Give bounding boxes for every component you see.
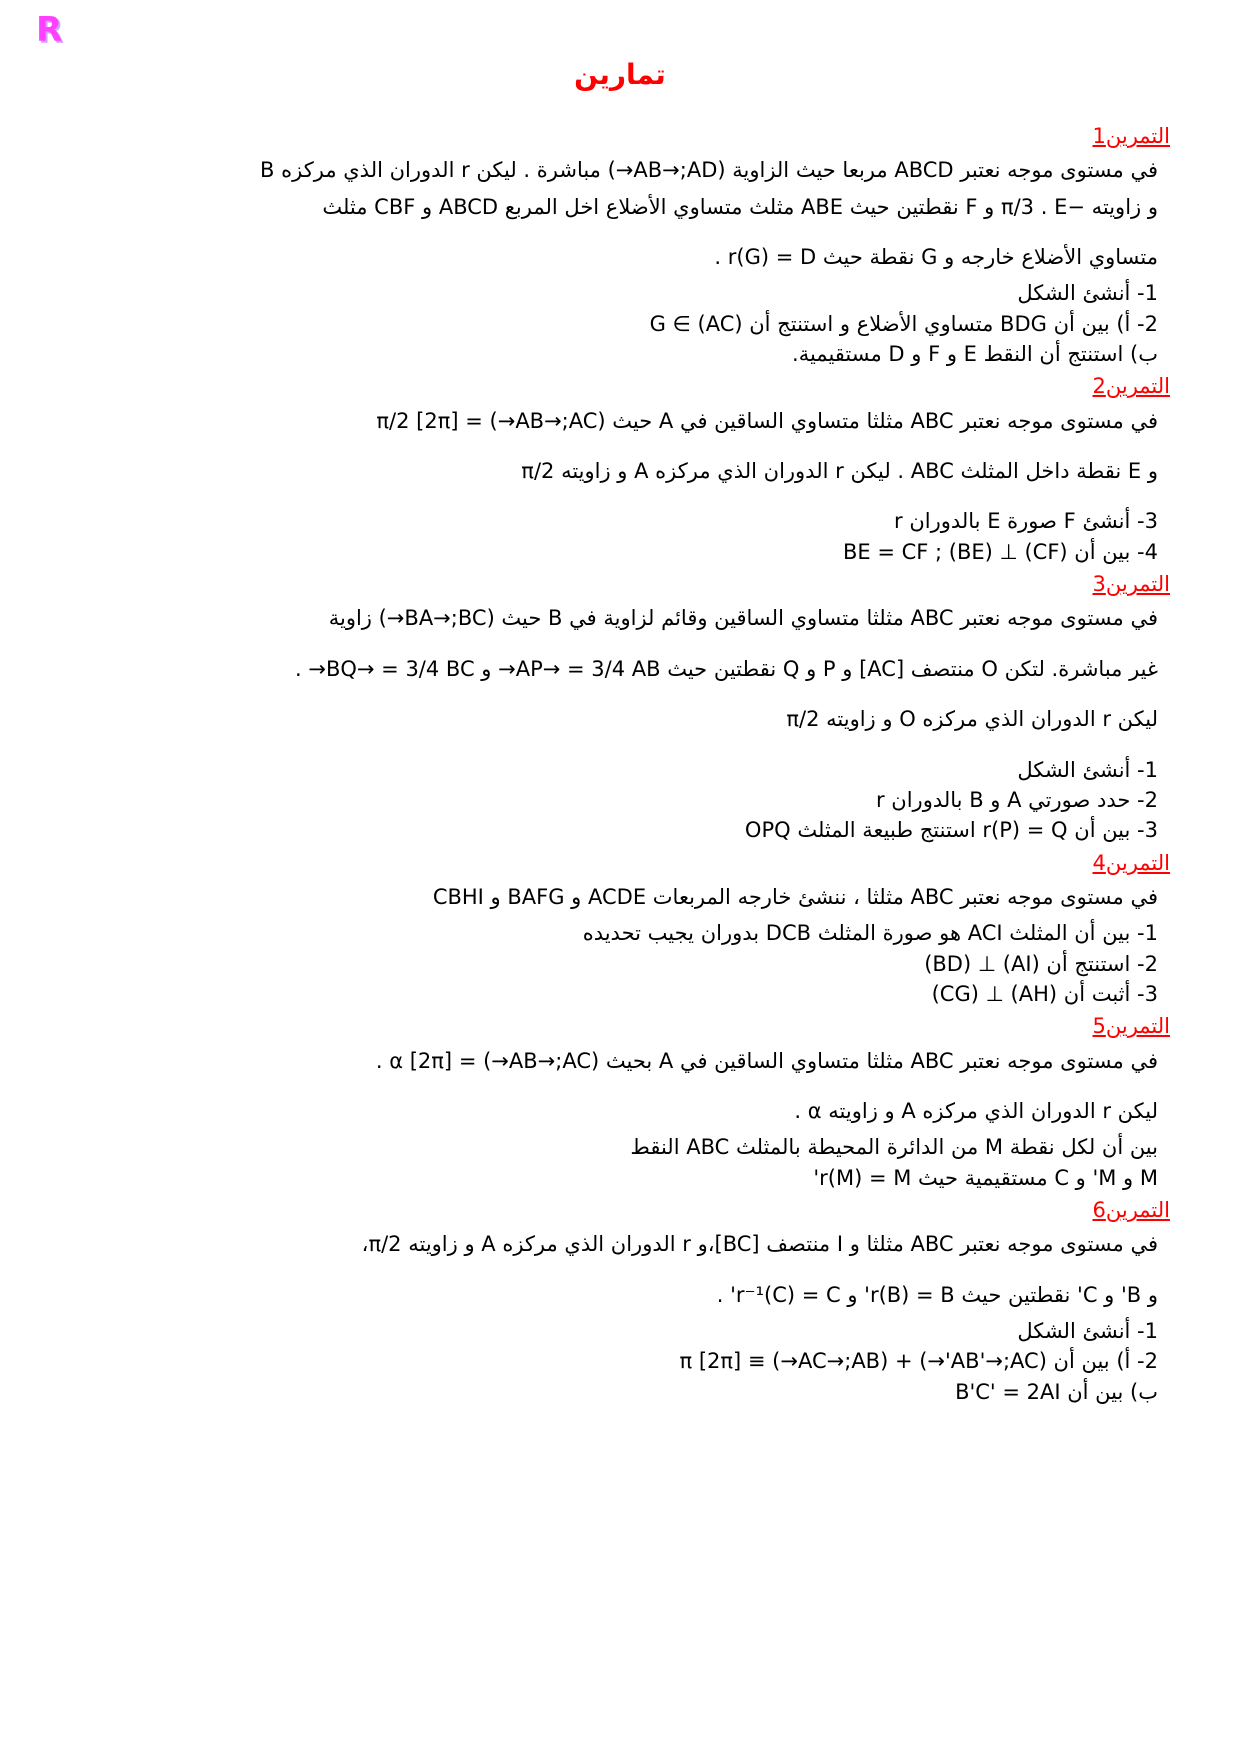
exercise-text: غير مباشرة. لتكن O منتصف [AC] و P و Q نقطتين حيث AP→ = 3/4 AB→ و BQ→ = 3/4 BC→ . <box>295 656 1158 681</box>
question-item: ب) استنتج أن النقط E و F و D مستقيمية. <box>792 342 1158 367</box>
question-item: 3- بين أن r(P) = Q استنتج طبيعة المثلث OPQ <box>744 818 1158 843</box>
logo: R <box>36 10 63 50</box>
exercise-heading[interactable]: التمرين2 <box>1092 374 1170 399</box>
exercise-text: ليكن r الدوران الذي مركزه A و زاويته α . <box>794 1098 1158 1123</box>
exercise-text: في مستوى موجه نعتبر ABC مثلثا و I منتصف [BC]،و r الدوران الذي مركزه A و زاويته π/2، <box>361 1232 1158 1257</box>
exercise-sheet <box>60 118 1170 1408</box>
exercise-text: و زاويته −π/3 . E و F نقطتين حيث ABE مثلث متساوي الأضلاع اخل المربع ABCD و CBF مثلث <box>322 194 1158 219</box>
question-item: 1- أنشئ الشكل <box>1017 281 1158 306</box>
question-item: 2- حدد صورتي A و B بالدوران r <box>875 787 1158 812</box>
question-item: 4- بين أن BE = CF ; (BE) ⊥ (CF) <box>842 539 1158 564</box>
question-item: ب) بين أن B'C' = 2AI <box>955 1379 1158 1404</box>
exercise-1 <box>60 122 1170 368</box>
exercise-text: في مستوى موجه نعتبر ABC مثلثا متساوي الساقين في A بحيث (AB→;AC→) = α [2π] . <box>375 1048 1158 1073</box>
exercise-heading[interactable]: التمرين5 <box>1092 1014 1170 1039</box>
exercise-text: ليكن r الدوران الذي مركزه O و زاويته π/2 <box>786 707 1158 732</box>
question-item: 2- أ) بين أن (AB'→;AC'→) + (AC→;AB→) ≡ π [2π] <box>679 1349 1158 1374</box>
exercise-text: في مستوى موجه نعتبر ABC مثلثا ، ننشئ خارجه المربعات ACDE و BAFG و CBHI <box>432 884 1158 909</box>
exercise-text: في مستوى موجه نعتبر ABCD مربعا حيث الزاوية (AB→;AD→) مباشرة . ليكن r الدوران الذي مركزه B <box>260 158 1158 183</box>
exercise-3 <box>60 570 1170 844</box>
question-item: 3- أنشئ F صورة E بالدوران r <box>894 509 1158 534</box>
question-item: M و M' و C مستقيمية حيث r(M) = M' <box>813 1165 1158 1190</box>
exercise-text: متساوي الأضلاع خارجه و G نقطة حيث r(G) = D . <box>714 245 1158 270</box>
exercise-text: في مستوى موجه نعتبر ABC مثلثا متساوي الساقين في A حيث (AB→;AC→) = π/2 [2π] <box>376 408 1158 433</box>
question-item: بين أن لكل نقطة M من الدائرة المحيطة بالمثلث ABC النقط <box>630 1135 1158 1160</box>
exercise-6 <box>60 1196 1170 1406</box>
page-title: تمارين <box>574 58 666 91</box>
exercise-text: و E نقطة داخل المثلث ABC . ليكن r الدوران الذي مركزه A و زاويته π/2 <box>521 459 1158 484</box>
exercise-heading[interactable]: التمرين6 <box>1092 1197 1170 1222</box>
exercise-5 <box>60 1012 1170 1192</box>
exercise-heading[interactable]: التمرين3 <box>1092 572 1170 597</box>
question-item: 3- أثبت أن (AH) ⊥ (CG) <box>931 981 1158 1006</box>
exercise-4 <box>60 849 1170 1009</box>
question-item: 2- استنتج أن (AI) ⊥ (BD) <box>924 951 1158 976</box>
question-item: 1- أنشئ الشكل <box>1017 1319 1158 1343</box>
question-item: 1- بين أن المثلث ACI هو صورة المثلث DCB بدوران يجيب تحديده <box>582 921 1158 946</box>
question-item: 2- أ) بين أن BDG متساوي الأضلاع و استنتج أن G ∈ (AC) <box>649 311 1158 336</box>
exercise-text: و B' و C' نقطتين حيث r(B) = B' و r⁻¹(C) = C' . <box>716 1282 1158 1307</box>
exercise-heading[interactable]: التمرين1 <box>1092 124 1170 148</box>
exercise-text: في مستوى موجه نعتبر ABC مثلثا متساوي الساقين وقائم لزاوية في B حيث (BA→;BC→) زاوية <box>328 606 1158 631</box>
exercise-heading[interactable]: التمرين4 <box>1092 850 1170 875</box>
question-item: 1- أنشئ الشكل <box>1017 757 1158 782</box>
exercise-2 <box>60 372 1170 566</box>
